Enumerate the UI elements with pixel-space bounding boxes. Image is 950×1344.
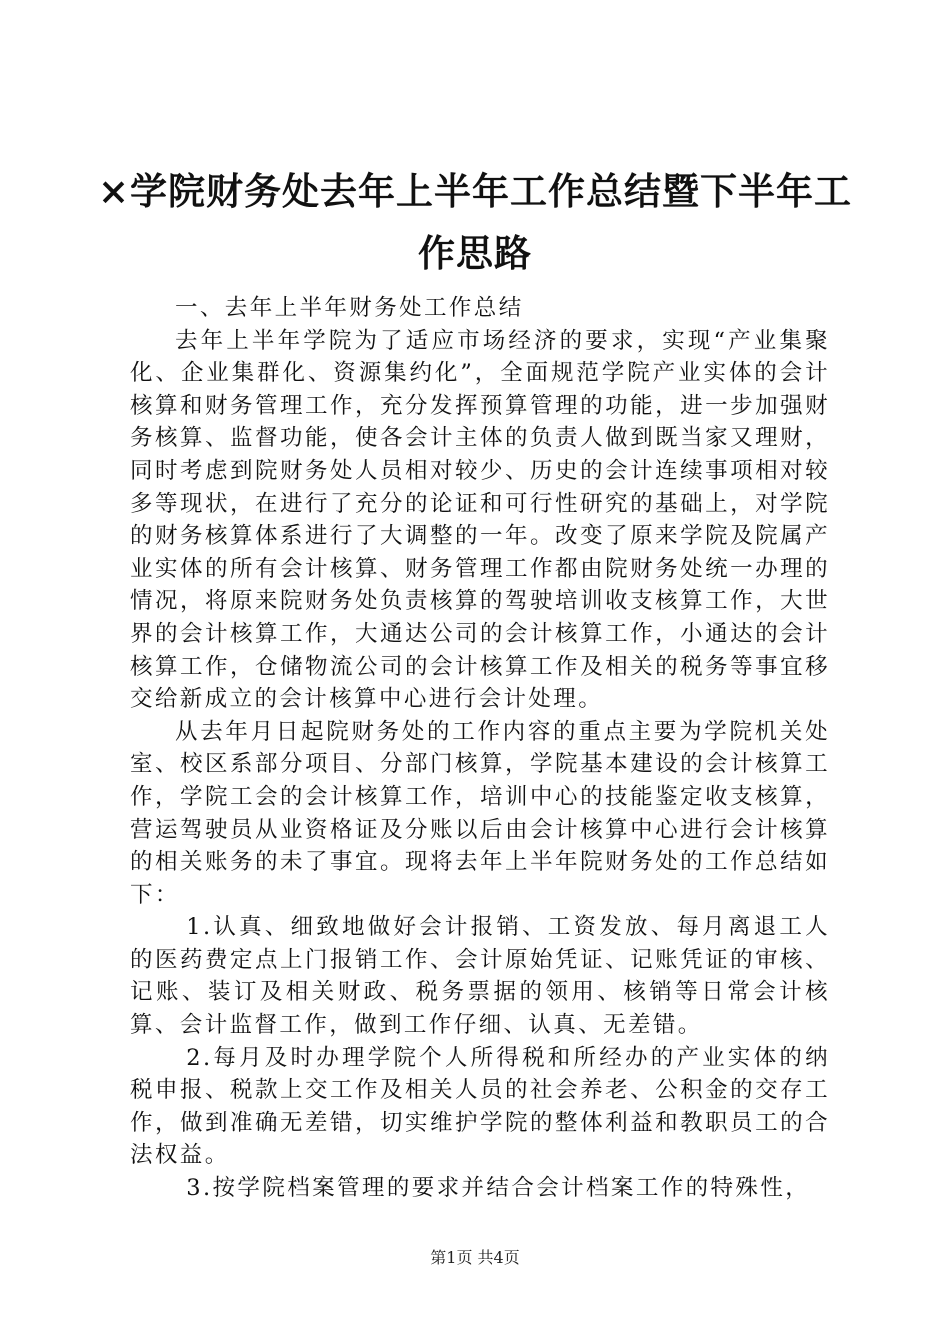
list-item-3: 3.按学院档案管理的要求并结合会计档案工作的特殊性， [186, 1175, 811, 1202]
document-title: ×学院财务处去年上半年工作总结暨下半年工作思路 [97, 169, 852, 275]
document-body [130, 292, 830, 1205]
list-item-1: 1.认真、细致地做好会计报销、工资发放、每月离退工人的医药费定点上门报销工作、会计原始凭证、记账凭证的审核、记账、装订及相关财政、税务票据的领用、核销等日常会计核算、会计监督工作，做到工作仔细、认真、无差错。 [130, 914, 830, 1039]
paragraph-2: 从去年月日起院财务处的工作内容的重点主要为学院机关处室、校区系部分项目、分部门核算，学院基本建设的会计核算工作，学院工会的会计核算工作，培训中心的技能鉴定收支核算，营运驾驶员从业资格证及分账以后由会计核算中心进行会计核算的相关账务的未了事宜。现将去年上半年院财务处的工作总结如下： [130, 718, 830, 908]
page-footer: 第1页 共4页 [430, 1248, 520, 1267]
paragraph-1: 去年上半年学院为了适应市场经济的要求，实现“产业集聚化、企业集群化、资源集约化”，全面规范学院产业实体的会计核算和财务管理工作，充分发挥预算管理的功能，进一步加强财务核算、监督功能，使各会计主体的负责人做到既当家又理财，同时考虑到院财务处人员相对较少、历史的会计连续事项相对较多等现状，在进行了充分的论证和可行性研究的基础上，对学院的财务核算体系进行了大调整的一年。改变了原来学院及院属产业实体的所有会计核算、财务管理工作都由院财务处统一办理的情况，将原来院财务处负责核算的驾驶培训收支核算工作，大世界的会计核算工作，大通达公司的会计核算工作，小通达的会计核算工作，仓储物流公司的会计核算工作及相关的税务等事宜移交给新成立的会计核算中心进行会计处理。 [130, 327, 830, 713]
section-heading: 一、去年上半年财务处工作总结 [175, 295, 524, 321]
list-item-2: 2.每月及时办理学院个人所得税和所经办的产业实体的纳税申报、税款上交工作及相关人员的社会养老、公积金的交存工作，做到准确无差错，切实维护学院的整体利益和教职员工的合法权益。 [130, 1044, 830, 1169]
